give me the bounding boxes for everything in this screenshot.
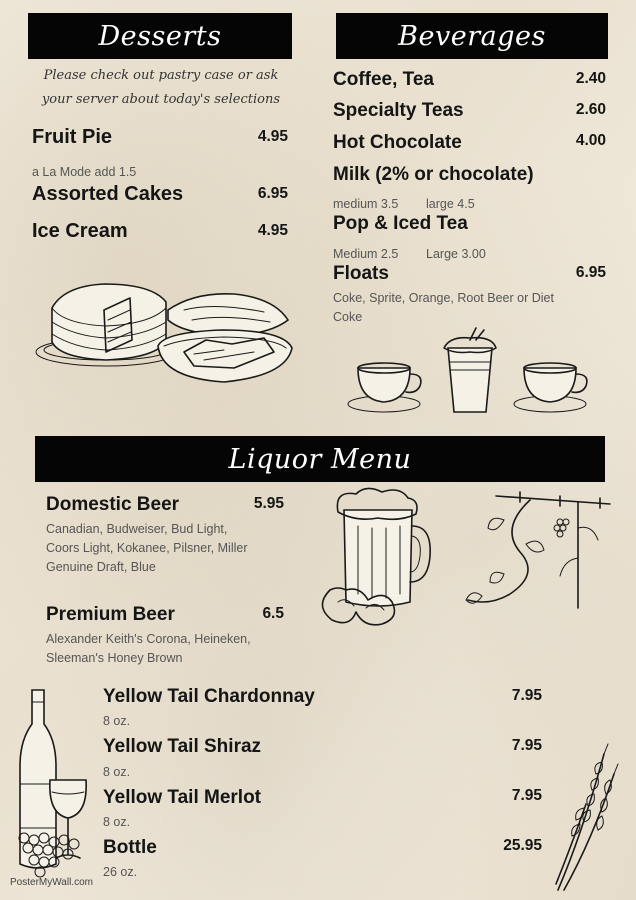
wine-bottle-illustration bbox=[10, 688, 102, 888]
beverage-pop-iced-tea-name: Pop & Iced Tea bbox=[333, 213, 468, 234]
beverages-banner bbox=[336, 13, 608, 59]
desserts-title: Desserts bbox=[98, 20, 222, 52]
domestic-beer-note: Canadian, Budweiser, Bud Light, Coors Light, Kokanee, Pilsner, Miller Genuine Draft, Blue bbox=[46, 522, 248, 574]
premium-beer-note: Alexander Keith's Corona, Heineken, Sleeman's Honey Brown bbox=[46, 632, 251, 665]
dessert-ice-cream-price: 4.95 bbox=[257, 222, 288, 239]
cake-and-pie-illustration bbox=[34, 280, 296, 392]
beverage-milk-name: Milk (2% or chocolate) bbox=[333, 164, 534, 185]
beverage-hot-chocolate-price: 4.00 bbox=[575, 132, 606, 149]
dessert-fruit-pie-name: Fruit Pie bbox=[32, 126, 113, 148]
wine-shiraz-name: Yellow Tail Shiraz bbox=[103, 736, 262, 757]
beverage-milk-large: large 4.5 bbox=[426, 197, 475, 211]
beverages-title: Beverages bbox=[398, 20, 546, 52]
domestic-beer-price: 5.95 bbox=[253, 495, 284, 512]
liquor-title: Liquor Menu bbox=[228, 443, 412, 475]
watermark: PosterMyWall.com bbox=[10, 877, 93, 888]
desserts-banner bbox=[28, 13, 292, 59]
wine-bottle-name: Bottle bbox=[103, 837, 157, 858]
dessert-assorted-cakes-name: Assorted Cakes bbox=[32, 183, 184, 205]
beverage-pop-medium: Medium 2.5 bbox=[333, 247, 399, 261]
domestic-beer-name: Domestic Beer bbox=[46, 494, 180, 515]
wine-merlot-name: Yellow Tail Merlot bbox=[103, 787, 262, 808]
wine-chardonnay-price: 7.95 bbox=[511, 687, 542, 704]
beverage-coffee-tea-price: 2.40 bbox=[575, 70, 606, 87]
wine-shiraz-price: 7.95 bbox=[511, 737, 542, 754]
cups-illustration bbox=[346, 328, 594, 416]
wine-chardonnay-size: 8 oz. bbox=[103, 714, 131, 728]
beverage-specialty-teas-price: 2.60 bbox=[575, 101, 606, 118]
premium-beer-name: Premium Beer bbox=[46, 604, 175, 625]
beverage-specialty-teas-name: Specialty Teas bbox=[333, 100, 464, 121]
wine-merlot-price: 7.95 bbox=[511, 787, 542, 804]
beer-mug-illustration bbox=[320, 486, 432, 632]
wine-bottle-price: 25.95 bbox=[503, 837, 542, 854]
beverage-coffee-tea-name: Coffee, Tea bbox=[333, 69, 435, 90]
desserts-note: Please check out pastry case or ask your server about today's selections bbox=[41, 68, 281, 107]
beverage-floats-note: Coke, Sprite, Orange, Root Beer or Diet Coke bbox=[333, 291, 554, 324]
beverage-milk-medium: medium 3.5 bbox=[333, 197, 399, 211]
beverage-floats-price: 6.95 bbox=[575, 264, 606, 281]
dessert-fruit-pie-note: a La Mode add 1.5 bbox=[32, 165, 137, 179]
dessert-fruit-pie-price: 4.95 bbox=[257, 128, 288, 145]
wine-bottle-size: 26 oz. bbox=[103, 865, 138, 879]
wheat-illustration bbox=[552, 744, 618, 892]
beverage-hot-chocolate-name: Hot Chocolate bbox=[333, 132, 462, 153]
dessert-assorted-cakes-price: 6.95 bbox=[257, 185, 288, 202]
wine-merlot-size: 8 oz. bbox=[103, 815, 131, 829]
wine-chardonnay-name: Yellow Tail Chardonnay bbox=[103, 686, 315, 707]
beverage-pop-large: Large 3.00 bbox=[426, 247, 486, 261]
wine-shiraz-size: 8 oz. bbox=[103, 765, 131, 779]
dessert-ice-cream-name: Ice Cream bbox=[32, 220, 128, 242]
grape-vine-illustration bbox=[460, 488, 616, 616]
premium-beer-price: 6.5 bbox=[262, 605, 284, 622]
beverage-floats-name: Floats bbox=[333, 263, 389, 284]
liquor-banner bbox=[35, 436, 605, 482]
